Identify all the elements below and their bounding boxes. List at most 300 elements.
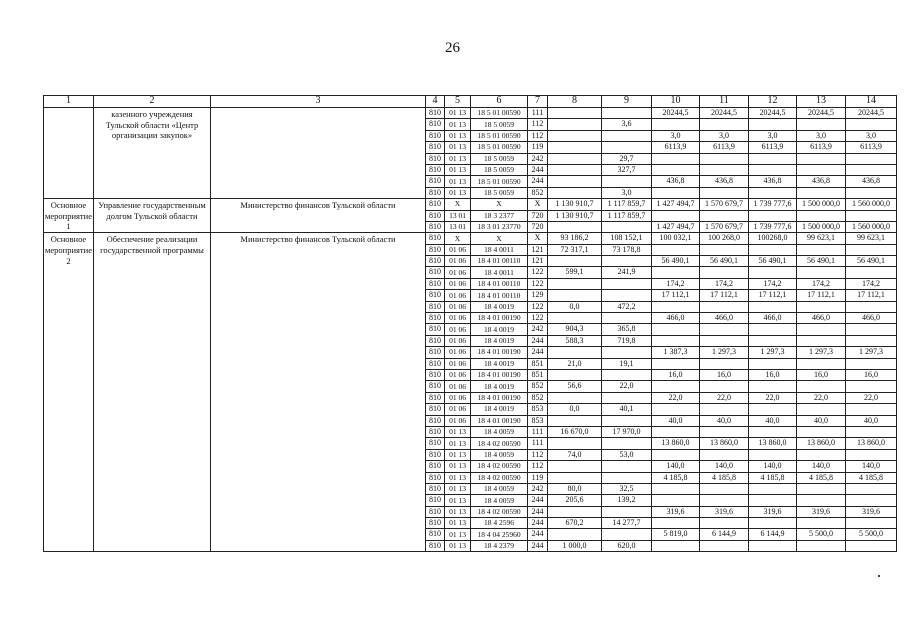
row-name-cell: Обеспечение реализации государственной программы <box>94 233 211 552</box>
table-cell <box>548 164 602 175</box>
table-cell: 720 <box>528 221 548 232</box>
table-cell: 13 860,0 <box>652 438 700 449</box>
table-cell: 3,0 <box>652 130 700 141</box>
row-label-cell <box>44 108 94 199</box>
header-cell: 13 <box>797 96 846 108</box>
table-cell: 18 4 01 00110 <box>471 278 528 289</box>
table-cell: 810 <box>426 244 445 255</box>
table-cell: 20244,5 <box>700 108 749 119</box>
table-cell: 1 560 000,0 <box>846 199 897 210</box>
table-cell: 01 06 <box>445 347 471 358</box>
table-cell: 1 427 494,7 <box>652 199 700 210</box>
table-cell: 6113,9 <box>749 142 797 153</box>
table-cell: 13 860,0 <box>846 438 897 449</box>
table-cell: Х <box>471 199 528 210</box>
table-cell <box>548 108 602 119</box>
table-cell <box>548 506 602 517</box>
table-cell: 13 860,0 <box>749 438 797 449</box>
header-cell: 3 <box>211 96 426 108</box>
table-cell: 18 3 2377 <box>471 210 528 221</box>
table-cell <box>652 518 700 529</box>
row-label-cell: Основное мероприятие 1 <box>45 200 92 232</box>
table-cell: 810 <box>426 164 445 175</box>
table-cell: 18 4 0019 <box>471 358 528 369</box>
table-cell <box>700 449 749 460</box>
header-cell: 11 <box>700 96 749 108</box>
table-cell: 852 <box>528 381 548 392</box>
table-cell: 18 3 01 23770 <box>471 221 528 232</box>
table-cell: 244 <box>528 540 548 551</box>
table-cell: 436,8 <box>749 176 797 187</box>
table-cell: 93 186,2 <box>548 233 602 244</box>
table-cell <box>846 335 897 346</box>
table-cell <box>749 495 797 506</box>
table-cell: 6113,9 <box>846 142 897 153</box>
table-cell: 810 <box>426 199 445 210</box>
table-cell: 466,0 <box>846 313 897 324</box>
table-cell: 1 297,3 <box>797 347 846 358</box>
table-cell: 01 13 <box>445 130 471 141</box>
table-cell: 810 <box>426 187 445 198</box>
table-cell: 01 06 <box>445 244 471 255</box>
table-cell: 01 06 <box>445 313 471 324</box>
table-cell <box>548 347 602 358</box>
table-cell <box>652 164 700 175</box>
table-cell: 6113,9 <box>797 142 846 153</box>
table-cell: 122 <box>528 313 548 324</box>
table-cell: 1 387,3 <box>652 347 700 358</box>
table-cell <box>548 278 602 289</box>
table-cell <box>548 529 602 540</box>
table-cell <box>797 164 846 175</box>
table-cell: 3,0 <box>602 187 652 198</box>
header-cell: 9 <box>602 96 652 108</box>
table-cell: 18 5 0059 <box>471 187 528 198</box>
header-cell: 14 <box>846 96 897 108</box>
table-cell: 119 <box>528 142 548 153</box>
table-cell: 40,0 <box>749 415 797 426</box>
table-cell: 119 <box>528 472 548 483</box>
table-cell: 18 4 0011 <box>471 244 528 255</box>
table-cell <box>797 301 846 312</box>
table-cell <box>602 347 652 358</box>
table-cell: 16,0 <box>749 369 797 380</box>
table-cell: 56 490,1 <box>797 256 846 267</box>
table-cell: 244 <box>528 518 548 529</box>
table-cell: 18 4 01 00190 <box>471 347 528 358</box>
table-cell: 6113,9 <box>700 142 749 153</box>
table-cell: 810 <box>426 369 445 380</box>
table-cell: 01 13 <box>445 495 471 506</box>
table-cell: 16 670,0 <box>548 426 602 437</box>
table-cell: 436,8 <box>652 176 700 187</box>
table-cell: 1 297,3 <box>749 347 797 358</box>
table-cell: 810 <box>426 415 445 426</box>
table-cell <box>797 426 846 437</box>
table-cell: 174,2 <box>652 278 700 289</box>
table-cell: 810 <box>426 518 445 529</box>
table-cell: 01 06 <box>445 324 471 335</box>
table-cell <box>846 483 897 494</box>
table-cell: 56 490,1 <box>652 256 700 267</box>
table-cell <box>846 324 897 335</box>
table-cell: 40,0 <box>700 415 749 426</box>
table-cell: 100268,0 <box>749 233 797 244</box>
table-cell: 244 <box>528 506 548 517</box>
table-cell: 1 000,0 <box>548 540 602 551</box>
table-cell: 16,0 <box>846 369 897 380</box>
table-cell <box>602 278 652 289</box>
table-cell <box>749 518 797 529</box>
table-cell: 4 185,8 <box>700 472 749 483</box>
table-cell: 18 4 0019 <box>471 404 528 415</box>
table-cell: 18 4 01 00190 <box>471 369 528 380</box>
table-cell <box>602 313 652 324</box>
table-cell <box>797 358 846 369</box>
table-cell <box>846 210 897 221</box>
table-cell <box>652 540 700 551</box>
header-cell: 1 <box>44 96 94 108</box>
table-cell: 810 <box>426 221 445 232</box>
header-cell: 4 <box>426 96 445 108</box>
table-cell <box>749 244 797 255</box>
table-cell: 22,0 <box>846 392 897 403</box>
table-cell: 1 500 000,0 <box>797 199 846 210</box>
table-cell: 56,6 <box>548 381 602 392</box>
table-cell <box>749 119 797 130</box>
table-cell: 620,0 <box>602 540 652 551</box>
table-cell <box>652 426 700 437</box>
table-cell <box>700 244 749 255</box>
table-cell: 810 <box>426 392 445 403</box>
scan-speck <box>878 575 880 577</box>
table-cell <box>548 187 602 198</box>
table-cell: 18 4 02 00590 <box>471 438 528 449</box>
table-cell: 20244,5 <box>846 108 897 119</box>
table-cell <box>548 142 602 153</box>
table-cell: 01 13 <box>445 461 471 472</box>
table-cell <box>602 256 652 267</box>
table-cell: 18 4 0019 <box>471 335 528 346</box>
table-cell <box>652 404 700 415</box>
table-cell: 853 <box>528 415 548 426</box>
table-cell <box>749 267 797 278</box>
table-cell <box>797 483 846 494</box>
table-cell <box>652 495 700 506</box>
table-cell: Х <box>528 199 548 210</box>
table-cell: 810 <box>426 119 445 130</box>
table-cell: 5 500,0 <box>846 529 897 540</box>
table-cell: 3,0 <box>797 130 846 141</box>
table-cell: 810 <box>426 472 445 483</box>
table-cell <box>548 290 602 301</box>
table-cell: 1 117 859,7 <box>602 210 652 221</box>
table-cell <box>700 540 749 551</box>
table-cell <box>700 426 749 437</box>
table-cell: 174,2 <box>797 278 846 289</box>
table-cell: 174,2 <box>700 278 749 289</box>
table-cell: 22,0 <box>797 392 846 403</box>
table-cell: 53,0 <box>602 449 652 460</box>
table-cell <box>797 449 846 460</box>
table-cell: 472,2 <box>602 301 652 312</box>
table-cell <box>846 119 897 130</box>
table-cell: 01 06 <box>445 256 471 267</box>
table-cell <box>602 108 652 119</box>
table-cell: 17 112,1 <box>652 290 700 301</box>
table-cell: 588,3 <box>548 335 602 346</box>
table-cell: 80,0 <box>548 483 602 494</box>
table-row <box>44 199 897 210</box>
table-cell: 18 4 01 00190 <box>471 313 528 324</box>
table-cell: 13 01 <box>445 221 471 232</box>
table-cell <box>749 210 797 221</box>
table-cell <box>652 244 700 255</box>
table-cell: 3,0 <box>700 130 749 141</box>
table-cell: Х <box>445 199 471 210</box>
table-cell: 22,0 <box>602 381 652 392</box>
table-cell: 01 13 <box>445 483 471 494</box>
header-cell: 12 <box>749 96 797 108</box>
table-cell: 01 13 <box>445 153 471 164</box>
table-cell <box>548 153 602 164</box>
table-cell: 599,1 <box>548 267 602 278</box>
table-cell: 810 <box>426 142 445 153</box>
table-cell: 1 500 000,0 <box>797 221 846 232</box>
table-cell: 99 623,1 <box>797 233 846 244</box>
table-cell: 140,0 <box>700 461 749 472</box>
table-body <box>44 96 897 552</box>
table-cell: 139,2 <box>602 495 652 506</box>
table-cell <box>846 301 897 312</box>
table-cell <box>846 404 897 415</box>
table-cell <box>797 267 846 278</box>
table-cell: 40,0 <box>652 415 700 426</box>
table-cell: 365,8 <box>602 324 652 335</box>
table-cell: 16,0 <box>652 369 700 380</box>
table-cell <box>749 381 797 392</box>
table-cell: 810 <box>426 335 445 346</box>
table-cell: 01 13 <box>445 164 471 175</box>
table-cell: 01 06 <box>445 415 471 426</box>
table-cell: 242 <box>528 483 548 494</box>
table-cell: 17 112,1 <box>846 290 897 301</box>
table-cell: 6 144,9 <box>700 529 749 540</box>
table-cell: 01 06 <box>445 290 471 301</box>
table-cell: 4 185,8 <box>797 472 846 483</box>
table-cell <box>846 187 897 198</box>
table-cell: 100 268,0 <box>700 233 749 244</box>
table-cell: 13 01 <box>445 210 471 221</box>
row-name-cell: казенного учреждения Тульской области «Центр организации закупок» <box>94 108 211 199</box>
table-cell: 810 <box>426 176 445 187</box>
table-cell: 174,2 <box>749 278 797 289</box>
table-cell: 18 5 0059 <box>471 164 528 175</box>
table-cell <box>548 369 602 380</box>
table-cell: 56 490,1 <box>846 256 897 267</box>
table-cell: 01 13 <box>445 108 471 119</box>
table-cell <box>602 130 652 141</box>
table-cell: 56 490,1 <box>700 256 749 267</box>
table-cell: 244 <box>528 176 548 187</box>
table-cell: 810 <box>426 210 445 221</box>
table-cell <box>749 540 797 551</box>
table-cell <box>700 483 749 494</box>
table-cell <box>700 301 749 312</box>
table-cell: 174,2 <box>846 278 897 289</box>
table-cell: 466,0 <box>749 313 797 324</box>
table-cell: 73 178,8 <box>602 244 652 255</box>
table-cell: 111 <box>528 426 548 437</box>
table-cell <box>749 301 797 312</box>
table-cell: 810 <box>426 130 445 141</box>
table-cell: 18 4 02 00590 <box>471 472 528 483</box>
header-cell: 8 <box>548 96 602 108</box>
table-cell: 4 185,8 <box>749 472 797 483</box>
table-cell: 22,0 <box>652 392 700 403</box>
table-cell: 20244,5 <box>652 108 700 119</box>
table-cell <box>700 335 749 346</box>
table-cell <box>700 381 749 392</box>
table-cell: 18 4 01 00110 <box>471 256 528 267</box>
table-cell: 19,1 <box>602 358 652 369</box>
table-cell: 1 570 679,7 <box>700 221 749 232</box>
table-cell <box>846 426 897 437</box>
table-cell: 18 5 01 00590 <box>471 130 528 141</box>
table-cell <box>846 164 897 175</box>
table-cell <box>548 221 602 232</box>
table-cell: 74,0 <box>548 449 602 460</box>
table-cell: 244 <box>528 529 548 540</box>
table-cell <box>700 153 749 164</box>
table-cell <box>652 335 700 346</box>
table-cell: 810 <box>426 426 445 437</box>
table-cell <box>749 404 797 415</box>
table-cell <box>797 324 846 335</box>
table-cell: 4 185,8 <box>846 472 897 483</box>
table-cell: 16,0 <box>700 369 749 380</box>
page-number: 26 <box>445 40 460 56</box>
table-cell: 720 <box>528 210 548 221</box>
table-cell: 121 <box>528 256 548 267</box>
table-cell <box>797 187 846 198</box>
table-cell <box>548 176 602 187</box>
table-cell: 810 <box>426 108 445 119</box>
table-cell <box>602 221 652 232</box>
table-cell: 810 <box>426 529 445 540</box>
table-cell <box>652 119 700 130</box>
table-cell: 851 <box>528 369 548 380</box>
table-cell: 108 152,1 <box>602 233 652 244</box>
table-cell: 319,6 <box>846 506 897 517</box>
table-cell <box>797 153 846 164</box>
table-cell: 140,0 <box>749 461 797 472</box>
row-label-cell: Основное мероприятие 2 <box>44 233 94 552</box>
table-cell: 205,6 <box>548 495 602 506</box>
table-cell: 18 4 0011 <box>471 267 528 278</box>
table-cell: 112 <box>528 461 548 472</box>
table-cell: 1 130 910,7 <box>548 210 602 221</box>
table-cell <box>700 267 749 278</box>
table-cell: 242 <box>528 324 548 335</box>
table-cell: 56 490,1 <box>749 256 797 267</box>
table-cell: 1 427 494,7 <box>652 221 700 232</box>
table-row <box>44 108 897 119</box>
table-cell: 244 <box>528 335 548 346</box>
table-cell: 466,0 <box>700 313 749 324</box>
table-cell: 22,0 <box>749 392 797 403</box>
budget-table <box>43 95 897 552</box>
table-cell: 01 13 <box>445 529 471 540</box>
table-cell <box>749 324 797 335</box>
table-cell: 852 <box>528 392 548 403</box>
row-executor-cell <box>211 108 426 199</box>
table-cell: 18 4 02 00590 <box>471 506 528 517</box>
table-cell: 18 5 01 00590 <box>471 176 528 187</box>
table-cell: 18 5 01 00590 <box>471 108 528 119</box>
table-cell: 810 <box>426 153 445 164</box>
table-cell <box>602 438 652 449</box>
row-executor-cell: Министерство финансов Тульской области <box>211 199 426 233</box>
table-cell <box>700 324 749 335</box>
table-cell: 319,6 <box>797 506 846 517</box>
table-cell: 01 06 <box>445 369 471 380</box>
table-cell: 01 13 <box>445 142 471 153</box>
table-cell <box>797 119 846 130</box>
table-cell: 810 <box>426 438 445 449</box>
table-cell: 01 13 <box>445 176 471 187</box>
table-cell <box>846 495 897 506</box>
table-cell <box>749 449 797 460</box>
table-cell: 3,6 <box>602 119 652 130</box>
row-executor-cell: Министерство финансов Тульской области <box>211 233 426 552</box>
table-cell: 121 <box>528 244 548 255</box>
table-cell: 327,7 <box>602 164 652 175</box>
table-cell: 5 819,0 <box>652 529 700 540</box>
table-cell: 01 06 <box>445 392 471 403</box>
table-cell <box>797 381 846 392</box>
table-cell: 18 5 0059 <box>471 119 528 130</box>
table-cell: 241,9 <box>602 267 652 278</box>
table-cell <box>846 267 897 278</box>
table-cell: 100 032,1 <box>652 233 700 244</box>
table-cell <box>548 392 602 403</box>
table-cell: 140,0 <box>846 461 897 472</box>
table-cell: 17 112,1 <box>700 290 749 301</box>
table-cell: 129 <box>528 290 548 301</box>
table-cell <box>700 358 749 369</box>
table-cell: 18 4 01 00110 <box>471 290 528 301</box>
table-cell <box>602 392 652 403</box>
table-cell <box>700 518 749 529</box>
table-cell: 18 4 0019 <box>471 381 528 392</box>
table-cell: 810 <box>426 495 445 506</box>
table-cell: 670,2 <box>548 518 602 529</box>
table-row <box>44 233 897 244</box>
table-cell: 1 739 777,6 <box>749 221 797 232</box>
table-cell: 18 4 0059 <box>471 495 528 506</box>
table-cell: 810 <box>426 461 445 472</box>
table-cell <box>602 290 652 301</box>
table-cell: 72 317,1 <box>548 244 602 255</box>
table-cell: 851 <box>528 358 548 369</box>
table-cell: 01 06 <box>445 278 471 289</box>
table-cell: 18 4 0059 <box>471 449 528 460</box>
table-cell <box>548 438 602 449</box>
table-cell: 18 4 04 25960 <box>471 529 528 540</box>
table-cell: 810 <box>426 483 445 494</box>
table-cell: 18 4 2596 <box>471 518 528 529</box>
